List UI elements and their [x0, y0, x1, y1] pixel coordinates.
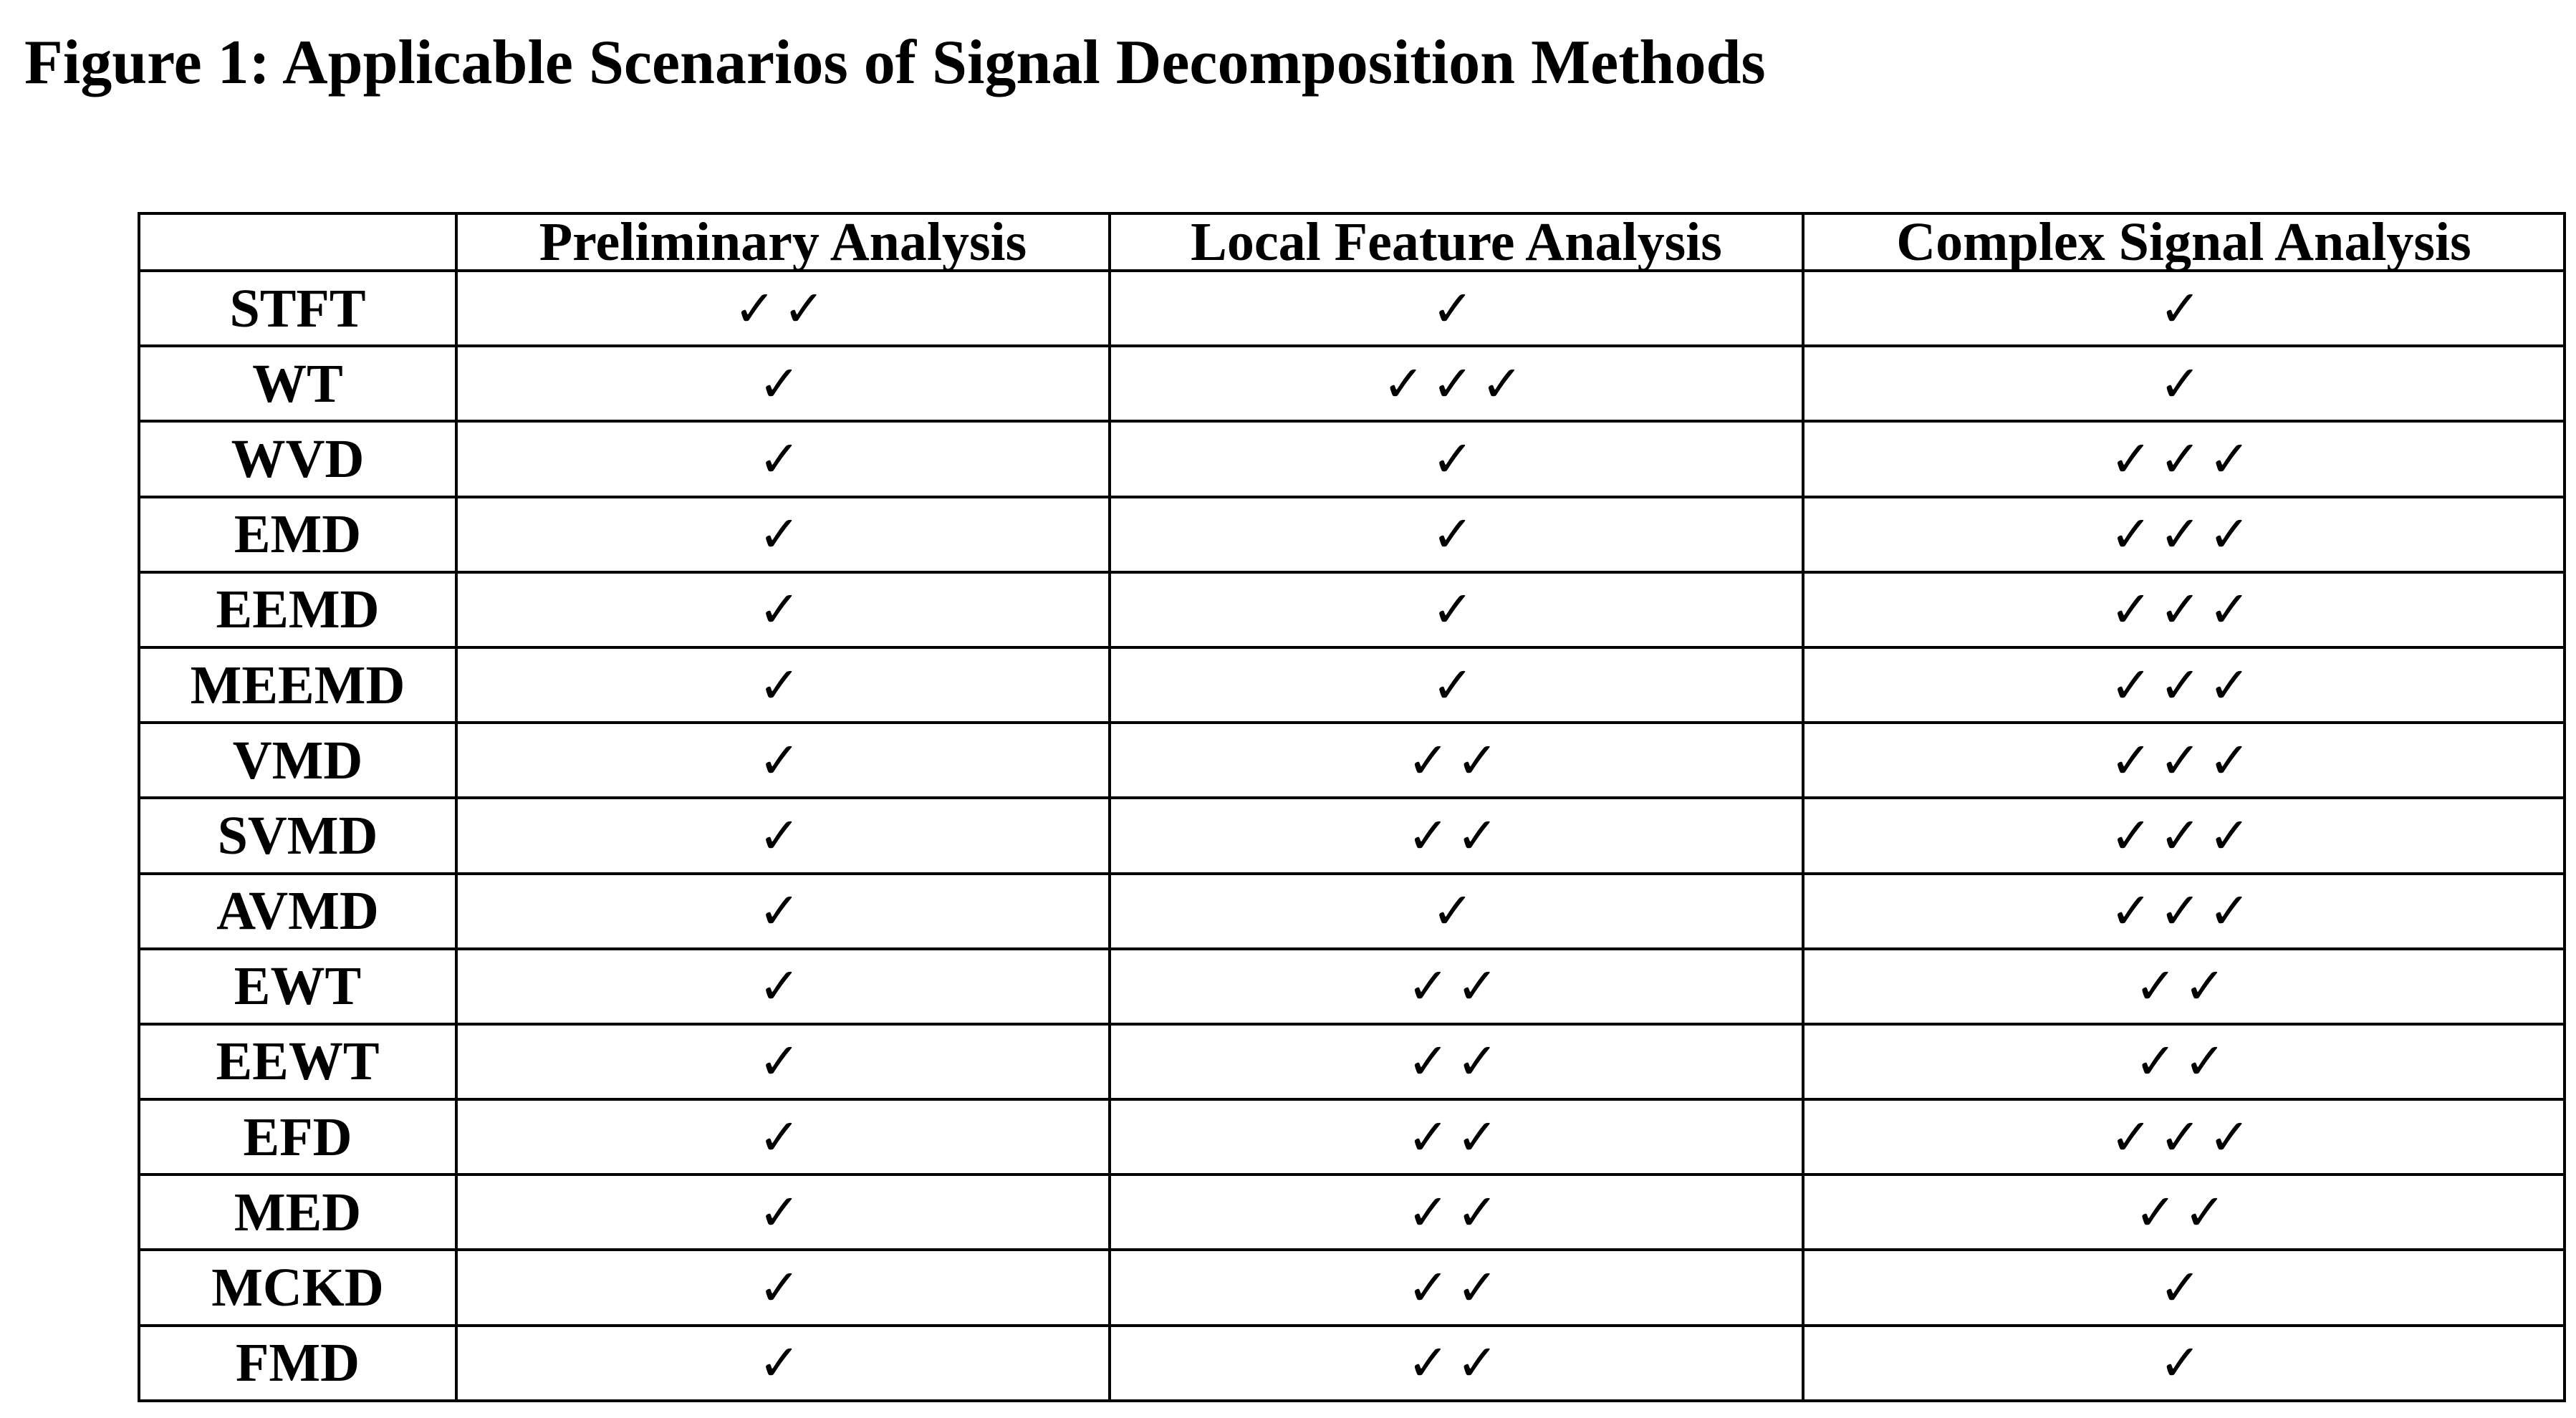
complex-signal-analysis-rating: ✓✓✓ [1803, 1099, 2565, 1175]
local-feature-analysis-rating: ✓✓ [1110, 1250, 1803, 1325]
complex-signal-analysis-rating: ✓✓✓ [1803, 497, 2565, 572]
method-cell: WT [139, 346, 456, 421]
preliminary-analysis-rating: ✓ [456, 1250, 1110, 1325]
complex-signal-analysis-rating: ✓ [1803, 346, 2565, 421]
preliminary-analysis-rating: ✓ [456, 874, 1110, 949]
header-cell-complex-signal-analysis: Complex Signal Analysis [1803, 213, 2565, 271]
preliminary-analysis-rating: ✓✓ [456, 271, 1110, 346]
complex-signal-analysis-rating: ✓✓✓ [1803, 723, 2565, 798]
table-row [139, 497, 2565, 572]
table-row [139, 1099, 2565, 1175]
method-cell: WVD [139, 421, 456, 496]
table-row [139, 346, 2565, 421]
complex-signal-analysis-rating: ✓ [1803, 1250, 2565, 1325]
preliminary-analysis-rating: ✓ [456, 723, 1110, 798]
table-row [139, 1250, 2565, 1325]
header-cell-method [139, 213, 456, 271]
complex-signal-analysis-rating: ✓✓ [1803, 949, 2565, 1024]
complex-signal-analysis-rating: ✓✓ [1803, 1024, 2565, 1099]
table-row [139, 874, 2565, 949]
table-row [139, 1326, 2565, 1401]
method-cell: EMD [139, 497, 456, 572]
method-cell: STFT [139, 271, 456, 346]
complex-signal-analysis-rating: ✓✓✓ [1803, 647, 2565, 723]
preliminary-analysis-rating: ✓ [456, 1175, 1110, 1250]
local-feature-analysis-rating: ✓ [1110, 572, 1803, 647]
local-feature-analysis-rating: ✓ [1110, 874, 1803, 949]
header-row [139, 213, 2565, 271]
preliminary-analysis-rating: ✓ [456, 421, 1110, 496]
complex-signal-analysis-rating: ✓✓✓ [1803, 421, 2565, 496]
complex-signal-analysis-rating: ✓✓✓ [1803, 874, 2565, 949]
preliminary-analysis-rating: ✓ [456, 1024, 1110, 1099]
local-feature-analysis-rating: ✓✓ [1110, 1024, 1803, 1099]
preliminary-analysis-rating: ✓ [456, 647, 1110, 723]
preliminary-analysis-rating: ✓ [456, 572, 1110, 647]
method-cell: MCKD [139, 1250, 456, 1325]
complex-signal-analysis-rating: ✓✓✓ [1803, 798, 2565, 873]
local-feature-analysis-rating: ✓✓ [1110, 1099, 1803, 1175]
local-feature-analysis-rating: ✓✓ [1110, 798, 1803, 873]
header-cell-preliminary-analysis: Preliminary Analysis [456, 213, 1110, 271]
table-row [139, 647, 2565, 723]
complex-signal-analysis-rating: ✓ [1803, 1326, 2565, 1401]
preliminary-analysis-rating: ✓ [456, 798, 1110, 873]
preliminary-analysis-rating: ✓ [456, 497, 1110, 572]
preliminary-analysis-rating: ✓ [456, 1326, 1110, 1401]
local-feature-analysis-rating: ✓ [1110, 647, 1803, 723]
table-row [139, 421, 2565, 496]
method-cell: EWT [139, 949, 456, 1024]
complex-signal-analysis-rating: ✓✓ [1803, 1175, 2565, 1250]
preliminary-analysis-rating: ✓ [456, 949, 1110, 1024]
method-cell: AVMD [139, 874, 456, 949]
method-cell: EEMD [139, 572, 456, 647]
figure-title: Figure 1: Applicable Scenarios of Signal Decomposition Methods [24, 28, 1766, 97]
table-row [139, 1175, 2565, 1250]
table-row [139, 949, 2565, 1024]
local-feature-analysis-rating: ✓✓ [1110, 1326, 1803, 1401]
table-row [139, 1024, 2565, 1099]
complex-signal-analysis-rating: ✓ [1803, 271, 2565, 346]
local-feature-analysis-rating: ✓✓ [1110, 723, 1803, 798]
local-feature-analysis-rating: ✓✓ [1110, 949, 1803, 1024]
method-cell: FMD [139, 1326, 456, 1401]
method-cell: EEWT [139, 1024, 456, 1099]
method-cell: EFD [139, 1099, 456, 1175]
header-cell-local-feature-analysis: Local Feature Analysis [1110, 213, 1803, 271]
decomposition-methods-table [138, 212, 2566, 1402]
preliminary-analysis-rating: ✓ [456, 346, 1110, 421]
local-feature-analysis-rating: ✓✓ [1110, 1175, 1803, 1250]
complex-signal-analysis-rating: ✓✓✓ [1803, 572, 2565, 647]
method-cell: VMD [139, 723, 456, 798]
preliminary-analysis-rating: ✓ [456, 1099, 1110, 1175]
local-feature-analysis-rating: ✓ [1110, 271, 1803, 346]
local-feature-analysis-rating: ✓✓✓ [1110, 346, 1803, 421]
table-row [139, 271, 2565, 346]
local-feature-analysis-rating: ✓ [1110, 421, 1803, 496]
local-feature-analysis-rating: ✓ [1110, 497, 1803, 572]
method-cell: MED [139, 1175, 456, 1250]
table-row [139, 723, 2565, 798]
decomposition-methods-table-container [138, 212, 2563, 1402]
table-row [139, 798, 2565, 873]
method-cell: MEEMD [139, 647, 456, 723]
method-cell: SVMD [139, 798, 456, 873]
table-row [139, 572, 2565, 647]
table-body [139, 271, 2565, 1401]
